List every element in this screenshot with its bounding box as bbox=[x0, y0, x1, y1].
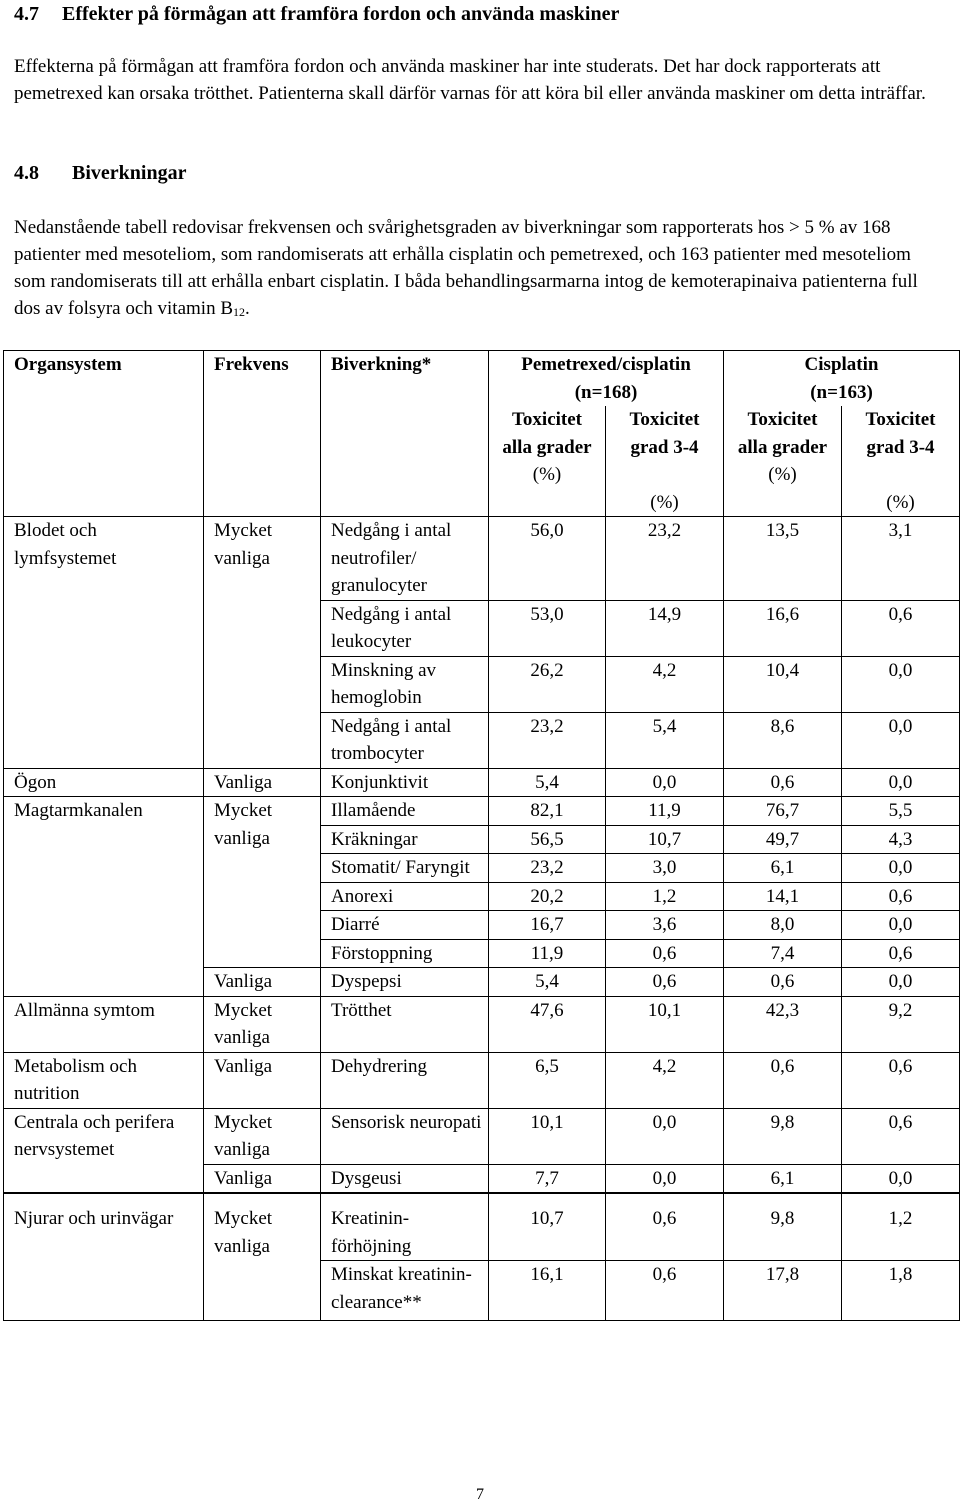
value-cell: 5,5 bbox=[842, 797, 960, 826]
table-row bbox=[4, 517, 960, 601]
table-row bbox=[4, 996, 960, 1052]
header-pemetrexed-cisplatin bbox=[489, 351, 724, 407]
value-cell: 5,4 bbox=[606, 712, 724, 768]
value-cell: 0,6 bbox=[842, 882, 960, 911]
adverse-cell: Nedgång i antal leukocyter bbox=[321, 600, 489, 656]
subheader-tox-34: Toxicitet grad 3-4 (%) bbox=[842, 406, 960, 517]
adverse-cell: Kräkningar bbox=[321, 825, 489, 854]
group-name: Pemetrexed/cisplatin bbox=[521, 354, 691, 375]
organ-cell: Allmänna symtom bbox=[4, 996, 204, 1052]
value-cell: 4,3 bbox=[842, 825, 960, 854]
organ-cell: Centrala och perifera nervsystemet bbox=[4, 1108, 204, 1193]
adverse-cell: Dehydrering bbox=[321, 1052, 489, 1108]
table-row bbox=[4, 797, 960, 826]
group-name: Cisplatin bbox=[804, 354, 879, 375]
adverse-cell: Diarré bbox=[321, 911, 489, 940]
value-cell: 0,0 bbox=[842, 768, 960, 797]
adverse-cell: Minskat kreatinin-clearance** bbox=[321, 1261, 489, 1321]
value-cell: 0,0 bbox=[606, 1164, 724, 1193]
vitamin-subscript: 12 bbox=[233, 305, 245, 319]
value-cell: 23,2 bbox=[489, 854, 606, 883]
section-4-7-paragraph: Effekterna på förmågan att framföra fordon och använda maskiner har inte studerats. Det har dock rapporterats att pemetrexed kan orsaka trötthet. Patienterna skall därför varnas för att köra bil eller använda maskiner om detta inträffar. bbox=[14, 56, 926, 104]
section-title: Effekter på förmågan att framföra fordon och använda maskiner bbox=[62, 3, 620, 25]
subheader-tox-all: Toxicitet alla grader (%) bbox=[489, 406, 606, 517]
value-cell: 8,0 bbox=[724, 911, 842, 940]
value-cell: 0,6 bbox=[606, 939, 724, 968]
adverse-cell: Nedgång i antal trombocyter bbox=[321, 712, 489, 768]
header-frequency: Frekvens bbox=[204, 351, 321, 517]
value-cell: 16,7 bbox=[489, 911, 606, 940]
page-number: 7 bbox=[476, 1486, 484, 1503]
value-cell: 23,2 bbox=[606, 517, 724, 601]
adverse-cell: Anorexi bbox=[321, 882, 489, 911]
value-cell: 6,1 bbox=[724, 1164, 842, 1193]
value-cell: 4,2 bbox=[606, 656, 724, 712]
table-row bbox=[4, 1108, 960, 1164]
value-cell: 10,7 bbox=[489, 1193, 606, 1261]
frequency-cell: Vanliga bbox=[204, 1164, 321, 1193]
section-4-8-heading bbox=[14, 162, 186, 185]
value-cell: 16,1 bbox=[489, 1261, 606, 1321]
value-cell: 6,5 bbox=[489, 1052, 606, 1108]
value-cell: 0,6 bbox=[842, 1052, 960, 1108]
value-cell: 0,6 bbox=[842, 1108, 960, 1164]
value-cell: 0,0 bbox=[842, 712, 960, 768]
organ-cell: Metabolism och nutrition bbox=[4, 1052, 204, 1108]
value-cell: 14,9 bbox=[606, 600, 724, 656]
table-body bbox=[4, 517, 960, 1321]
value-cell: 0,6 bbox=[724, 768, 842, 797]
section-4-8-paragraph bbox=[14, 214, 934, 322]
value-cell: 7,4 bbox=[724, 939, 842, 968]
subheader-tox-34: Toxicitet grad 3-4 (%) bbox=[606, 406, 724, 517]
value-cell: 0,6 bbox=[842, 600, 960, 656]
frequency-cell: Mycket vanliga bbox=[204, 797, 321, 968]
value-cell: 0,0 bbox=[842, 1164, 960, 1193]
group-n: (n=168) bbox=[574, 381, 638, 403]
value-cell: 1,2 bbox=[606, 882, 724, 911]
value-cell: 9,2 bbox=[842, 996, 960, 1052]
adverse-cell: Dysgeusi bbox=[321, 1164, 489, 1193]
organ-cell: Njurar och urinvägar bbox=[4, 1193, 204, 1321]
value-cell: 10,4 bbox=[724, 656, 842, 712]
value-cell: 10,1 bbox=[606, 996, 724, 1052]
adverse-cell: Kreatinin-förhöjning bbox=[321, 1193, 489, 1261]
organ-cell: Blodet och lymfsystemet bbox=[4, 517, 204, 769]
value-cell: 0,0 bbox=[606, 1108, 724, 1164]
value-cell: 1,8 bbox=[842, 1261, 960, 1321]
adverse-cell: Dyspepsi bbox=[321, 968, 489, 997]
value-cell: 3,1 bbox=[842, 517, 960, 601]
section-title: Biverkningar bbox=[72, 162, 187, 184]
value-cell: 3,0 bbox=[606, 854, 724, 883]
value-cell: 56,0 bbox=[489, 517, 606, 601]
value-cell: 0,0 bbox=[606, 768, 724, 797]
value-cell: 6,1 bbox=[724, 854, 842, 883]
table-header-row bbox=[4, 351, 960, 407]
value-cell: 4,2 bbox=[606, 1052, 724, 1108]
adverse-cell: Illamående bbox=[321, 797, 489, 826]
value-cell: 9,8 bbox=[724, 1108, 842, 1164]
adverse-reactions-table bbox=[3, 350, 960, 1321]
value-cell: 17,8 bbox=[724, 1261, 842, 1321]
value-cell: 56,5 bbox=[489, 825, 606, 854]
adverse-cell: Förstoppning bbox=[321, 939, 489, 968]
table-row bbox=[4, 768, 960, 797]
value-cell: 53,0 bbox=[489, 600, 606, 656]
value-cell: 0,6 bbox=[724, 968, 842, 997]
value-cell: 26,2 bbox=[489, 656, 606, 712]
value-cell: 11,9 bbox=[489, 939, 606, 968]
frequency-cell: Mycket vanliga bbox=[204, 1108, 321, 1164]
value-cell: 7,7 bbox=[489, 1164, 606, 1193]
frequency-cell: Mycket vanliga bbox=[204, 517, 321, 769]
value-cell: 16,6 bbox=[724, 600, 842, 656]
value-cell: 11,9 bbox=[606, 797, 724, 826]
value-cell: 23,2 bbox=[489, 712, 606, 768]
organ-cell: Ögon bbox=[4, 768, 204, 797]
value-cell: 0,6 bbox=[606, 1261, 724, 1321]
value-cell: 5,4 bbox=[489, 968, 606, 997]
frequency-cell: Vanliga bbox=[204, 768, 321, 797]
header-adverse-reaction: Biverkning* bbox=[321, 351, 489, 517]
value-cell: 3,6 bbox=[606, 911, 724, 940]
frequency-cell: Mycket vanliga bbox=[204, 996, 321, 1052]
value-cell: 0,6 bbox=[724, 1052, 842, 1108]
header-organ: Organsystem bbox=[4, 351, 204, 517]
adverse-cell: Stomatit/ Faryngit bbox=[321, 854, 489, 883]
paragraph-end: . bbox=[245, 298, 250, 319]
group-n: (n=163) bbox=[810, 381, 873, 403]
value-cell: 8,6 bbox=[724, 712, 842, 768]
value-cell: 0,0 bbox=[842, 854, 960, 883]
subheader-tox-all: Toxicitet alla grader (%) bbox=[724, 406, 842, 517]
paragraph-text: Nedanstående tabell redovisar frekvensen och svårighetsgraden av biverkningar som rapporterats hos > 5 % av 168 patienter med mesoteliom, som randomiserats att erhålla cisplatin och pemetrexed, och 163 patienter med mesoteliom som randomiserats till att erhålla enbart cisplatin. I båda behandlingsarmarna intog de kemoterapinaiva patienterna full dos av folsyra och vitamin B bbox=[14, 217, 918, 319]
table-row bbox=[4, 1193, 960, 1261]
value-cell: 82,1 bbox=[489, 797, 606, 826]
value-cell: 0,0 bbox=[842, 968, 960, 997]
organ-cell: Magtarmkanalen bbox=[4, 797, 204, 997]
frequency-cell: Mycket vanliga bbox=[204, 1193, 321, 1321]
frequency-cell: Vanliga bbox=[204, 968, 321, 997]
value-cell: 20,2 bbox=[489, 882, 606, 911]
value-cell: 14,1 bbox=[724, 882, 842, 911]
header-cisplatin bbox=[724, 351, 960, 407]
section-number: 4.8 bbox=[14, 162, 39, 184]
value-cell: 0,6 bbox=[842, 939, 960, 968]
value-cell: 13,5 bbox=[724, 517, 842, 601]
value-cell: 47,6 bbox=[489, 996, 606, 1052]
table-row bbox=[4, 1052, 960, 1108]
value-cell: 9,8 bbox=[724, 1193, 842, 1261]
value-cell: 0,6 bbox=[606, 1193, 724, 1261]
adverse-cell: Sensorisk neuropati bbox=[321, 1108, 489, 1164]
adverse-cell: Konjunktivit bbox=[321, 768, 489, 797]
value-cell: 49,7 bbox=[724, 825, 842, 854]
adverse-cell: Minskning av hemoglobin bbox=[321, 656, 489, 712]
value-cell: 42,3 bbox=[724, 996, 842, 1052]
value-cell: 0,0 bbox=[842, 911, 960, 940]
value-cell: 76,7 bbox=[724, 797, 842, 826]
value-cell: 5,4 bbox=[489, 768, 606, 797]
value-cell: 10,1 bbox=[489, 1108, 606, 1164]
adverse-cell: Trötthet bbox=[321, 996, 489, 1052]
section-number: 4.7 bbox=[14, 3, 39, 25]
value-cell: 0,6 bbox=[606, 968, 724, 997]
value-cell: 10,7 bbox=[606, 825, 724, 854]
frequency-cell: Vanliga bbox=[204, 1052, 321, 1108]
value-cell: 1,2 bbox=[842, 1193, 960, 1261]
adverse-cell: Nedgång i antal neutrofiler/ granulocyter bbox=[321, 517, 489, 601]
section-4-7-heading bbox=[14, 3, 619, 26]
value-cell: 0,0 bbox=[842, 656, 960, 712]
